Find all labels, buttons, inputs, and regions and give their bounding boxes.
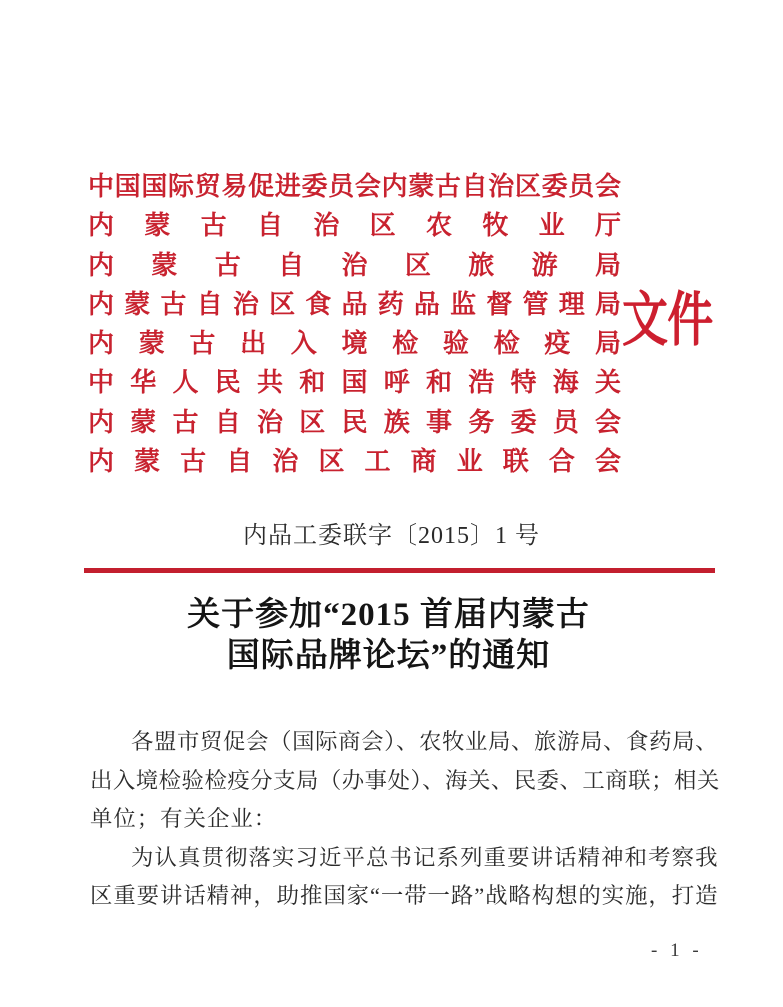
- issuer-line-ethnic-affairs-commission: 内蒙古自治区民族事务委员会: [88, 407, 621, 437]
- body-line-paragraph2-2: 区重要讲话精神，助推国家“一带一路”战略构想的实施，打造: [90, 883, 718, 909]
- red-separator-rule: [84, 568, 715, 573]
- title-line-1: 关于参加“2015 首届内蒙古: [187, 597, 590, 633]
- body-line-recipients-1: 各盟市贸促会（国际商会）、农牧业局、旅游局、食药局、: [131, 729, 718, 754]
- page-number: - 1 -: [651, 940, 703, 961]
- body-line-paragraph2-1: 为认真贯彻落实习近平总书记系列重要讲话精神和考察我: [131, 844, 718, 870]
- issuer-line-inspection-quarantine: 内蒙古出入境检验检疫局: [88, 329, 621, 359]
- document-title: [0, 595, 777, 677]
- issuing-agencies-letterhead: [88, 167, 621, 481]
- document-reference-number: 内品工委联字〔2015〕1 号: [243, 523, 540, 549]
- issuer-line-tourism-bureau: 内蒙古自治区旅游局: [88, 250, 621, 280]
- issuer-line-industry-commerce-federation: 内蒙古自治区工商业联合会: [88, 447, 621, 477]
- issuer-line-trade-promotion-council: 中国国际贸易促进委员会内蒙古自治区委员会: [88, 172, 621, 201]
- body-line-recipients-2: 出入境检验检疫分支局（办事处）、海关、民委、工商联；相关: [90, 767, 720, 793]
- issuer-line-food-drug-administration: 内蒙古自治区食品药品监督管理局: [88, 289, 621, 319]
- document-type-label: 文件: [622, 287, 713, 353]
- body-line-recipients-3: 单位；有关企业：: [90, 806, 278, 832]
- document-body: [90, 723, 718, 916]
- issuer-line-hohhot-customs: 中华人民共和国呼和浩特海关: [88, 368, 621, 398]
- title-line-2: 国际品牌论坛”的通知: [226, 638, 551, 674]
- issuer-line-agriculture-animal-husbandry: 内蒙古自治区农牧业厅: [88, 211, 621, 241]
